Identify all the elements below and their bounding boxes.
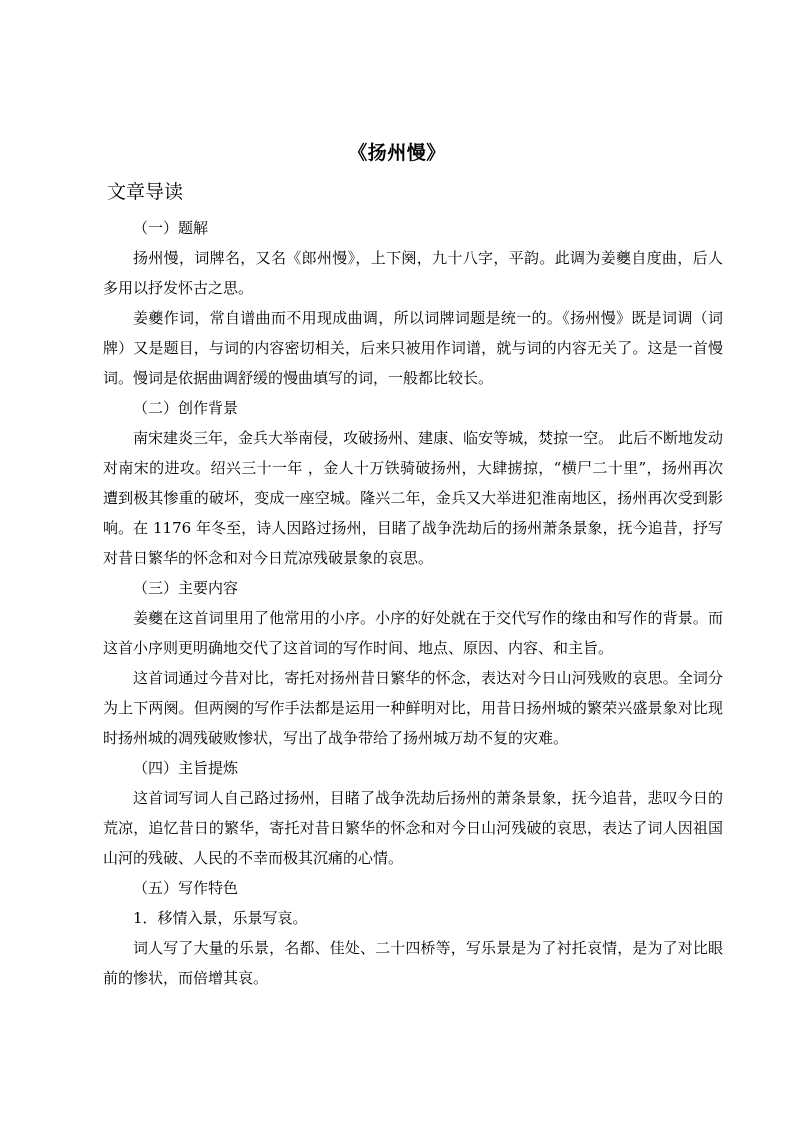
list-item-feature-1: 1．移情入景，乐景写哀。 bbox=[133, 909, 308, 927]
paragraph-cipai-intro: 扬州慢，词牌名，又名《郎州慢》，上下阕，九十八字，平韵。此调为姜夔自度曲，后人多用以抒发怀古之思。 bbox=[103, 249, 723, 297]
paragraph-contrast: 这首词通过今昔对比，寄托对扬州昔日繁华的怀念，表达对今日山河残败的哀思。全词分为上下两阕。但两阕的写作手法都是运用一种鲜明对比，用昔日扬州城的繁荣兴盛景象对比现时扬州城的凋残破败惨状，写出了战争带给了扬州城万劫不复的灾难。 bbox=[103, 669, 723, 747]
document-body bbox=[103, 213, 723, 993]
subheading-main-content: （三）主要内容 bbox=[133, 579, 239, 597]
document-title: 《扬州慢》 bbox=[348, 142, 446, 164]
paragraph-feature-1: 词人写了大量的乐景，名都、佳处、二十四桥等，写乐景是为了衬托哀情，是为了对比眼前的惨状，而倍增其哀。 bbox=[103, 939, 723, 987]
subheading-background: （二）创作背景 bbox=[133, 399, 239, 417]
paragraph-preface: 姜夔在这首词里用了他常用的小序。小序的好处就在于交代写作的缘由和写作的背景。而这首小序则更明确地交代了这首词的写作时间、地点、原因、内容、和主旨。 bbox=[103, 609, 723, 657]
paragraph-theme: 这首词写词人自己路过扬州，目睹了战争洗劫后扬州的萧条景象，抚今追昔，悲叹今日的荒凉，追忆昔日的繁华，寄托对昔日繁华的怀念和对今日山河残破的哀思，表达了词人因祖国山河的残破、人民的不幸而极其沉痛的心情。 bbox=[103, 789, 723, 867]
section-heading: 文章导读 bbox=[107, 181, 184, 203]
subheading-writing-features: （五）写作特色 bbox=[133, 879, 239, 897]
subheading-topic-explanation: （一）题解 bbox=[133, 219, 209, 237]
paragraph-jiang-kui-composing: 姜夔作词，常自谱曲而不用现成曲调，所以词牌词题是统一的。《扬州慢》既是词调（词牌）又是题目，与词的内容密切相关，后来只被用作词谱，就与词的内容无关了。这是一首慢词。慢词是依据曲调舒缓的慢曲填写的词，一般都比较长。 bbox=[103, 309, 723, 387]
paragraph-background: 南宋建炎三年，金兵大举南侵，攻破扬州、建康、临安等城，焚掠一空。 此后不断地发动对南宋的进攻。绍兴三十一年 ，金人十万铁骑破扬州，大肆掳掠，“横尸二十里”，扬州再次遭到极其惨重的破坏，变成一座空城。隆兴二年，金兵又大举进犯淮南地区，扬州再次受到影响。在 1176 年冬至，诗人因路过扬州，目睹了战争洗劫后的扬州萧条景象，抚今追昔，抒写对昔日繁华的怀念和对今日荒凉残破景象的哀思。 bbox=[103, 429, 723, 567]
subheading-theme: （四）主旨提炼 bbox=[133, 759, 239, 777]
